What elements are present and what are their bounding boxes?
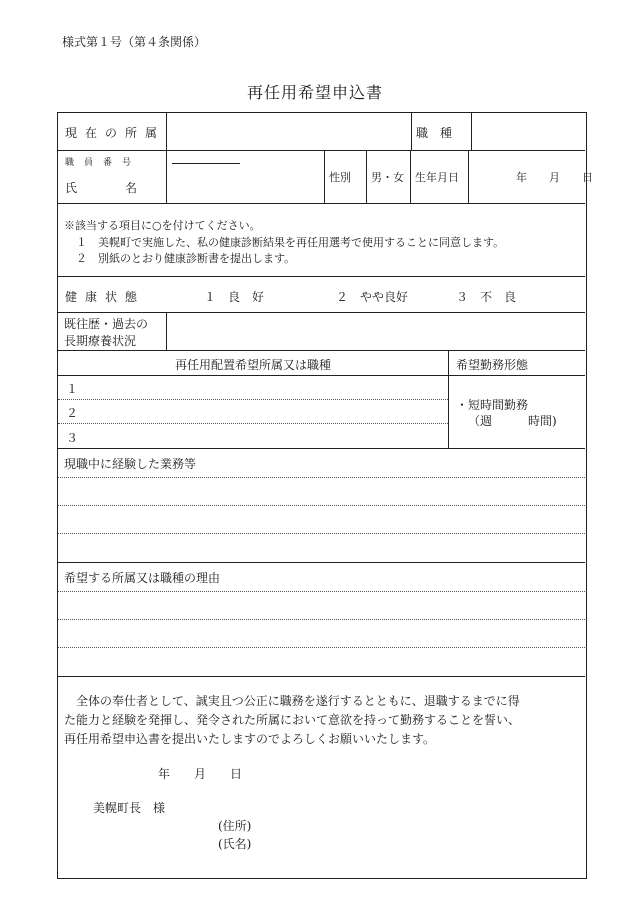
divider (468, 150, 469, 203)
name-label: 氏 名 (65, 181, 138, 195)
divider (471, 113, 472, 150)
signer-name-label: (氏名) (218, 837, 252, 851)
gender-options: 男・女 (371, 171, 404, 184)
gender-label: 性別 (329, 171, 351, 184)
divider (58, 276, 585, 277)
medical-history-label-line-2: 長期療養状況 (64, 334, 137, 348)
note-intro: ※該当する項目に○を付けてください。 (64, 219, 261, 232)
dotted-divider (58, 399, 448, 400)
placement-row-3: ３ (66, 431, 79, 445)
current-department-label: 現在の所属 (65, 126, 166, 140)
page-title: 再任用希望申込書 (246, 83, 383, 102)
experience-label: 現職中に経験した業務等 (64, 457, 197, 471)
placement-row-1: １ (66, 382, 79, 396)
staff-number-label: 職員番号 (65, 158, 142, 168)
job-type-label: 職 種 (416, 126, 453, 140)
address-label: (住所) (218, 819, 252, 833)
divider (324, 150, 325, 203)
dotted-divider (58, 533, 585, 534)
form-number-label: 様式第１号（第４条関係） (62, 35, 207, 49)
dotted-divider (58, 647, 585, 648)
divider (58, 562, 585, 563)
pledge-line-1: 全体の奉仕者として、誠実且つ公正に職務を遂行するとともに、退職するまでに得 (76, 694, 520, 708)
note-item-1: １ 美幌町で実施した、私の健康診断結果を再任用選考で使用することに同意します。 (76, 236, 505, 249)
pledge-line-3: 再任用希望申込書を提出いたしますのでよろしくお願いいたします。 (64, 732, 436, 746)
dotted-divider (58, 591, 585, 592)
divider (58, 375, 585, 376)
divider (448, 350, 449, 448)
date-line: 年 月 日 (158, 767, 243, 781)
dotted-divider (58, 423, 448, 424)
addressee: 美幌町長 様 (93, 801, 166, 815)
birth-date-label: 生年月日 (415, 171, 459, 184)
divider (58, 150, 585, 151)
work-form-header: 希望勤務形態 (456, 358, 529, 372)
divider (410, 150, 411, 203)
divider (166, 312, 167, 350)
health-option-fair: ２ やや良好 (336, 290, 409, 304)
dotted-divider (58, 477, 585, 478)
divider (58, 448, 585, 449)
dotted-divider (58, 619, 585, 620)
pledge-line-2: た能力と経験を発揮し、発令された所属において意欲を持って勤務することを誓い、 (64, 713, 521, 727)
divider (411, 113, 412, 150)
divider (58, 312, 585, 313)
work-hours: （週 時間) (468, 414, 557, 428)
work-form-value: ・短時間勤務 (456, 398, 529, 412)
reason-label: 希望する所属又は職種の理由 (64, 571, 221, 585)
health-option-good: １ 良 好 (204, 290, 265, 304)
staff-number-field (172, 151, 240, 167)
medical-history-label: 既往歴・過去の (64, 317, 149, 331)
divider (166, 113, 167, 203)
divider (366, 150, 367, 203)
health-option-poor: ３ 不 良 (456, 290, 517, 304)
health-status-label: 健康状態 (65, 290, 146, 304)
note-item-2: ２ 別紙のとおり健康診断書を提出します。 (76, 252, 296, 265)
dotted-divider (58, 505, 585, 506)
birth-date-value: 年 月 日 (516, 171, 593, 184)
divider (58, 350, 585, 351)
application-form (57, 112, 593, 879)
placement-row-2: ２ (66, 406, 79, 420)
placement-header: 再任用配置希望所属又は職種 (174, 358, 331, 372)
divider (58, 676, 585, 677)
divider (58, 203, 585, 204)
